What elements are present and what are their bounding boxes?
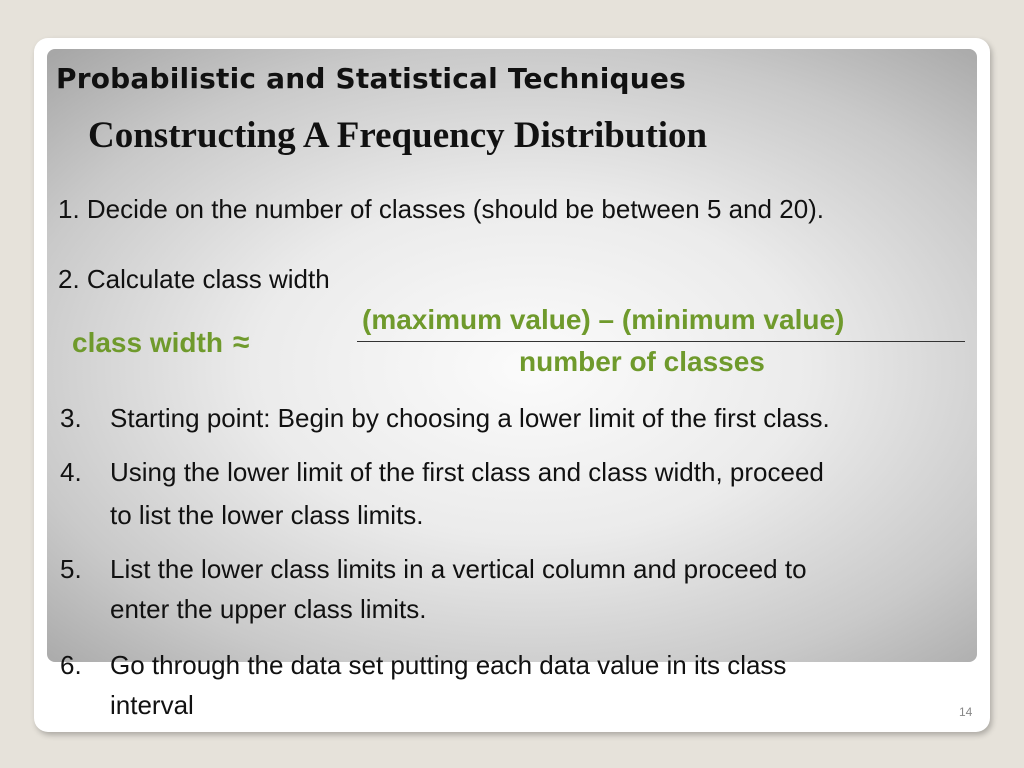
step-number: 5. xyxy=(60,554,82,584)
step-number: 3. xyxy=(60,403,82,433)
step-text-line-1: Go through the data set putting each data value in its class xyxy=(110,650,787,680)
page-number: 14 xyxy=(959,705,973,719)
approx-symbol: ≈ xyxy=(232,326,250,359)
step-number: 4. xyxy=(60,457,82,487)
formula-denominator: number of classes xyxy=(519,346,765,377)
fraction-bar xyxy=(357,341,965,342)
class-width-label xyxy=(72,326,249,360)
step-text-line-2: to list the lower class limits. xyxy=(110,500,424,530)
slide-header: Probabilistic and Statistical Techniques xyxy=(56,62,686,95)
slide-title: Constructing A Frequency Distribution xyxy=(88,115,708,156)
step-text-line-1: List the lower class limits in a vertical column and proceed to xyxy=(110,554,807,584)
step-number: 6. xyxy=(60,650,82,680)
step-text-line-1: Using the lower limit of the first class and class width, proceed xyxy=(110,457,824,487)
step-1: 1. Decide on the number of classes (should be between 5 and 20). xyxy=(58,194,825,224)
class-width-text: class width xyxy=(72,327,223,358)
step-text-line-2: interval xyxy=(110,690,194,720)
step-2: 2. Calculate class width xyxy=(58,264,330,294)
formula-numerator: (maximum value) – (minimum value) xyxy=(362,304,845,335)
step-text-line-2: enter the upper class limits. xyxy=(110,594,427,624)
step-text: Starting point: Begin by choosing a lower limit of the first class. xyxy=(110,403,830,433)
